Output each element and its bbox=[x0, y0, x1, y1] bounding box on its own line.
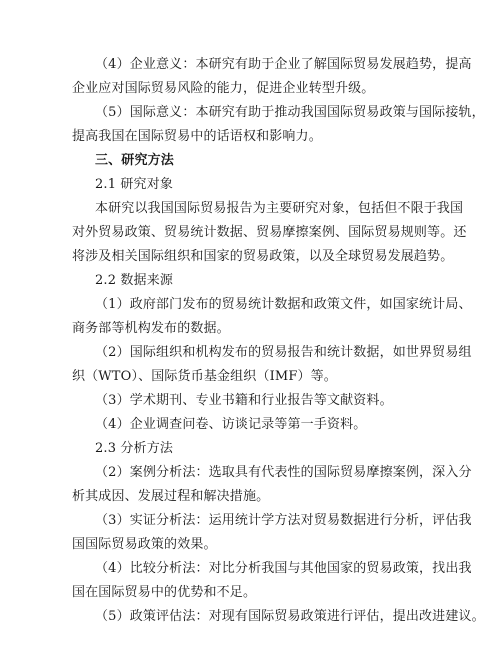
data-source-item-4: （4）企业调查问卷、访谈记录等第一手资料。 bbox=[95, 417, 367, 432]
method-item-5: （5）政策评估法：对现有国际贸易政策进行评估，提出改进建议。 bbox=[95, 609, 485, 624]
method-item-2-line-2: 析其成因、发展过程和解决措施。 bbox=[72, 489, 270, 504]
research-object-line-1: 本研究以我国国际贸易报告为主要研究对象，包括但不限于我国 bbox=[95, 201, 464, 216]
research-object-line-3: 将涉及相关国际组织和国家的贸易政策，以及全球贸易发展趋势。 bbox=[72, 249, 454, 264]
research-object-line-2: 对外贸易政策、贸易统计数据、贸易摩擦案例、国际贸易规则等。还 bbox=[72, 225, 467, 240]
section-3-heading: 三、研究方法 bbox=[95, 153, 174, 168]
international-significance-line-2: 提高我国在国际贸易中的话语权和影响力。 bbox=[72, 129, 322, 144]
enterprise-significance-line-2: 企业应对国际贸易风险的能力，促进企业转型升级。 bbox=[72, 81, 375, 96]
method-item-3-line-2: 国国际贸易政策的效果。 bbox=[72, 537, 217, 552]
data-source-item-1-line-1: （1）政府部门发布的贸易统计数据和政策文件，如国家统计局、 bbox=[95, 297, 472, 312]
subsection-2-2-heading: 2.2 数据来源 bbox=[95, 273, 174, 288]
method-item-3-line-1: （3）实证分析法：运用统计学方法对贸易数据进行分析，评估我 bbox=[95, 513, 472, 528]
data-source-item-2-line-2: 织（WTO）、国际货币基金组织（IMF）等。 bbox=[72, 369, 337, 384]
enterprise-significance-line-1: （4）企业意义：本研究有助于企业了解国际贸易发展趋势，提高 bbox=[95, 57, 472, 72]
subsection-2-1-heading: 2.1 研究对象 bbox=[95, 177, 174, 192]
data-source-item-1-line-2: 商务部等机构发布的数据。 bbox=[72, 321, 230, 336]
international-significance-line-1: （5）国际意义：本研究有助于推动我国国际贸易政策与国际接轨， bbox=[95, 105, 485, 120]
subsection-2-3-heading: 2.3 分析方法 bbox=[95, 441, 174, 456]
data-source-item-3: （3）学术期刊、专业书籍和行业报告等文献资料。 bbox=[95, 393, 393, 408]
data-source-item-2-line-1: （2）国际组织和机构发布的贸易报告和统计数据，如世界贸易组 bbox=[95, 345, 472, 360]
method-item-4-line-1: （4）比较分析法：对比分析我国与其他国家的贸易政策，找出我 bbox=[95, 561, 472, 576]
method-item-2-line-1: （2）案例分析法：选取具有代表性的国际贸易摩擦案例，深入分 bbox=[95, 465, 472, 480]
method-item-4-line-2: 国在国际贸易中的优势和不足。 bbox=[72, 585, 257, 600]
